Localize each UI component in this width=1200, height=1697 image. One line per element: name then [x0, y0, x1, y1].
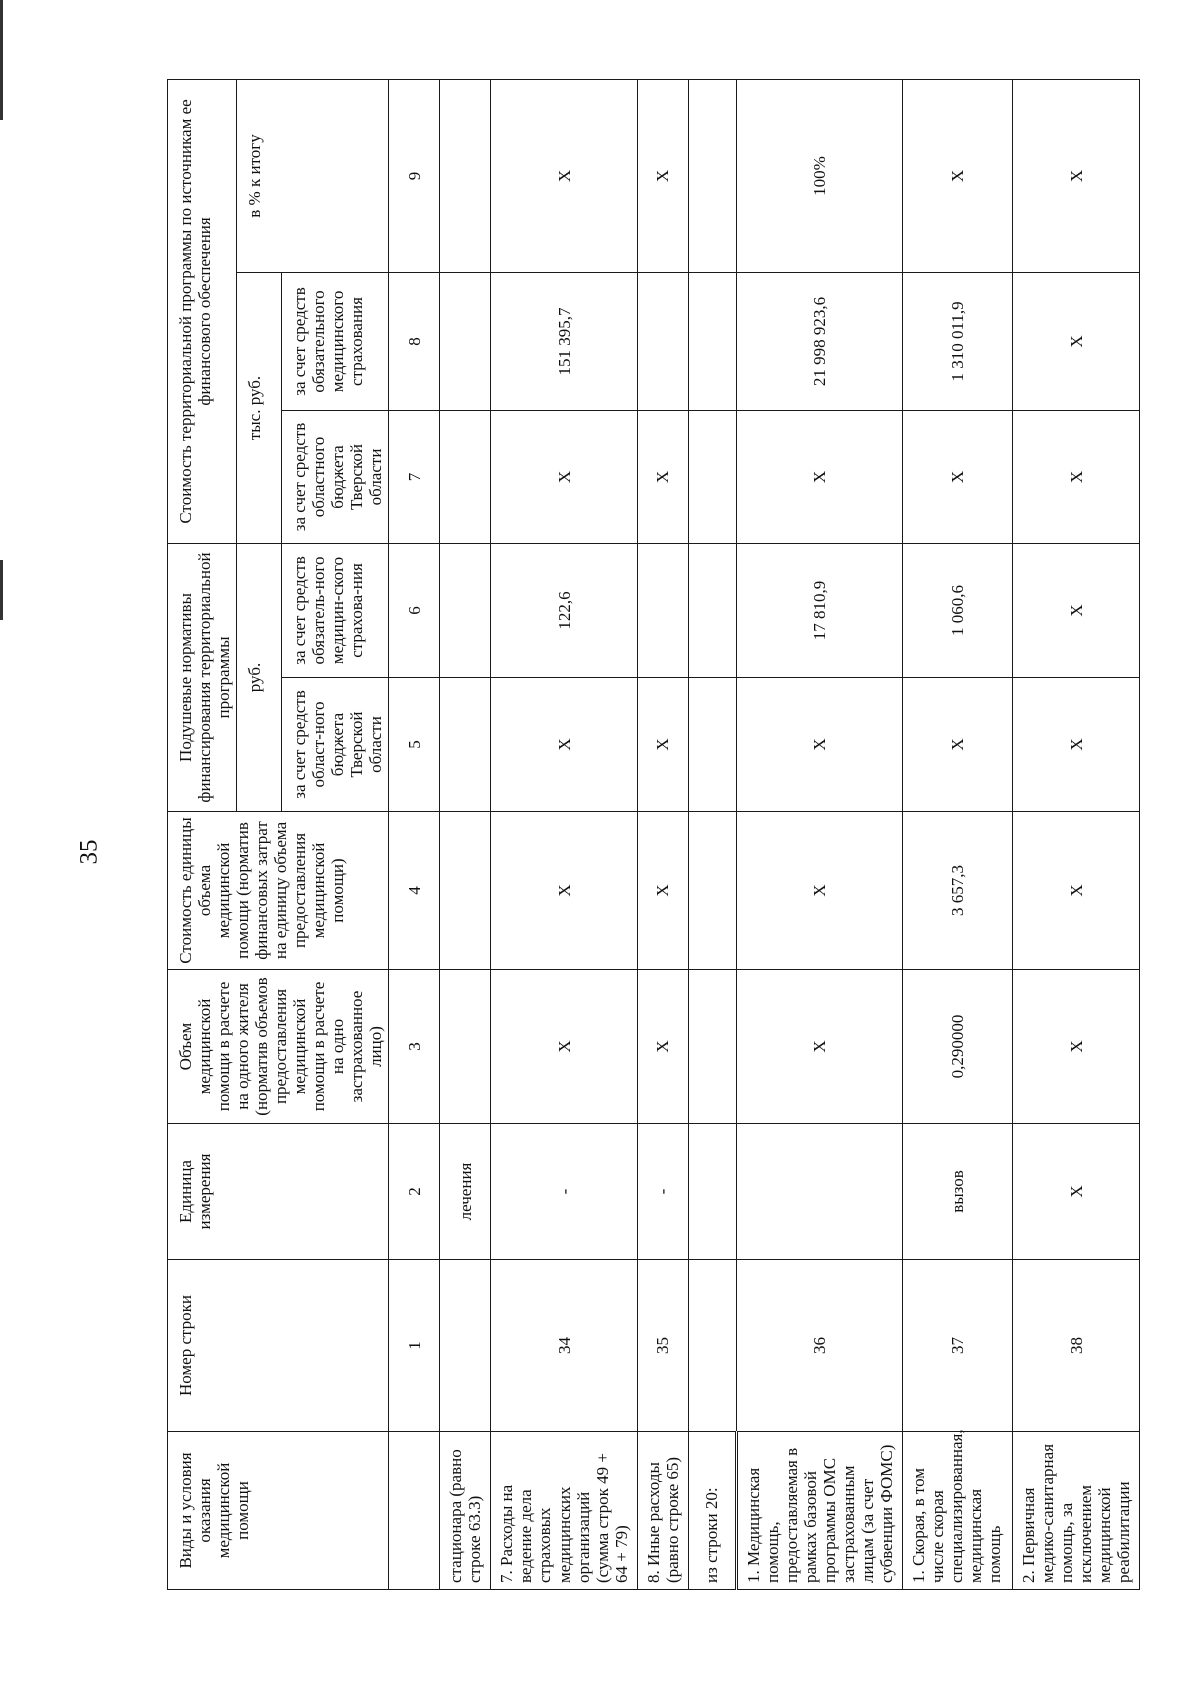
row-label: 2. Первичная медико-санитарная помощь, за исключением медицинской реабилитации: [1012, 1432, 1139, 1590]
row-total-oms: 1 310 011,9: [902, 272, 1012, 410]
table-row: [491, 79, 637, 1589]
table-row: [688, 79, 736, 1589]
row-pc-oms: [688, 543, 736, 677]
row-label: 1. Скорая, в том числе скорая специализированная, медицинская помощь: [902, 1432, 1012, 1590]
row-unit: Х: [1012, 1124, 1139, 1260]
row-label: из строки 20:: [688, 1432, 736, 1590]
header-program-oms: за счет средств обязательного медицинского страхования: [282, 272, 389, 410]
column-number: 3: [389, 970, 440, 1124]
header-unit-cost: Стоимость единицы объема медицинской помощи (норматив финансовых затрат на единицу объема предоставления медицинской помощи): [168, 812, 389, 970]
row-total-oms: [688, 272, 736, 410]
header-kind: Виды и условия оказания медицинской помощи: [168, 1432, 389, 1590]
row-cost: 3 657,3: [902, 812, 1012, 970]
row-number: 37: [902, 1260, 1012, 1432]
table-body: [440, 79, 1140, 1589]
row-percent: Х: [637, 79, 688, 272]
header-per-capita-budget: за счет средств област-ного бюджета Тверской области: [282, 678, 389, 812]
row-total-budget: Х: [902, 410, 1012, 543]
budget-table: [167, 79, 1140, 1590]
row-unit: [736, 1124, 902, 1260]
row-total-budget: Х: [491, 410, 637, 543]
row-total-budget: Х: [1012, 410, 1139, 543]
column-number: 9: [389, 79, 440, 272]
row-unit: [688, 1124, 736, 1260]
row-pc-budget: Х: [1012, 678, 1139, 812]
row-percent: Х: [1012, 79, 1139, 272]
row-pc-budget: [440, 678, 491, 812]
row-pc-oms: Х: [1012, 543, 1139, 677]
row-percent: Х: [491, 79, 637, 272]
column-number: 4: [389, 812, 440, 970]
header-per-capita-oms: за счет средств обязатель-ного медицин-ского страхова-ния: [282, 543, 389, 677]
row-unit: -: [491, 1124, 637, 1260]
header-percent-total: в % к итогу: [237, 79, 389, 272]
row-label: 8. Иные расходы (равно строке 65): [637, 1432, 688, 1590]
row-unit: вызов: [902, 1124, 1012, 1260]
row-total-budget: [688, 410, 736, 543]
header-volume: Объем медицинской помощи в расчете на одного жителя (норматив объемов предоставления медицинской помощи в расчете на одно застрахованное лицо): [168, 970, 389, 1124]
scan-edge-mark-top: [0, 0, 3, 120]
row-pc-budget: Х: [736, 678, 902, 812]
row-cost: Х: [637, 812, 688, 970]
row-percent: 100%: [736, 79, 902, 272]
row-volume: [688, 970, 736, 1124]
page-number: 35: [75, 839, 103, 865]
column-number: 6: [389, 543, 440, 677]
row-total-oms: [637, 272, 688, 410]
row-total-oms: [440, 272, 491, 410]
row-volume: Х: [1012, 970, 1139, 1124]
row-total-budget: [440, 410, 491, 543]
header-unit: Единица измерения: [168, 1124, 389, 1260]
rotated-sheet: [167, 80, 1200, 1590]
header-per-capita-unit: руб.: [237, 543, 282, 811]
column-number: 1: [389, 1260, 440, 1432]
table-row: [440, 79, 491, 1589]
column-number: [389, 1432, 440, 1590]
row-number: 34: [491, 1260, 637, 1432]
row-total-oms: 151 395,7: [491, 272, 637, 410]
row-pc-oms: 122,6: [491, 543, 637, 677]
row-pc-oms: [637, 543, 688, 677]
row-volume: Х: [637, 970, 688, 1124]
row-cost: Х: [491, 812, 637, 970]
row-volume: [440, 970, 491, 1124]
row-pc-oms: [440, 543, 491, 677]
column-number: 8: [389, 272, 440, 410]
row-volume: 0,290000: [902, 970, 1012, 1124]
table-row: [637, 79, 688, 1589]
header-program-budget: за счет средств областного бюджета Тверской области: [282, 410, 389, 543]
row-percent: [688, 79, 736, 272]
row-label: 1. Медицинская помощь, предоставляемая в рамках базовой программы ОМС застрахованным лицам (за счет субвенции ФОМС): [736, 1432, 902, 1590]
row-pc-budget: Х: [902, 678, 1012, 812]
row-total-oms: Х: [1012, 272, 1139, 410]
row-label: стационара (равно строке 63.3): [440, 1432, 491, 1590]
column-number: 5: [389, 678, 440, 812]
row-total-oms: 21 998 923,6: [736, 272, 902, 410]
row-percent: Х: [902, 79, 1012, 272]
row-total-budget: Х: [637, 410, 688, 543]
row-number: 36: [736, 1260, 902, 1432]
row-number: 35: [637, 1260, 688, 1432]
row-number: [688, 1260, 736, 1432]
row-cost: [688, 812, 736, 970]
table-row: [736, 79, 902, 1589]
table-row: [1012, 79, 1139, 1589]
header-row-number: Номер строки: [168, 1260, 389, 1432]
row-total-budget: Х: [736, 410, 902, 543]
row-volume: Х: [736, 970, 902, 1124]
header-program-cost: Стоимость территориальной программы по источникам ее финансового обеспечения: [168, 79, 237, 543]
row-pc-oms: 1 060,6: [902, 543, 1012, 677]
row-pc-oms: 17 810,9: [736, 543, 902, 677]
row-cost: [440, 812, 491, 970]
row-cost: Х: [736, 812, 902, 970]
column-number: 2: [389, 1124, 440, 1260]
row-percent: [440, 79, 491, 272]
row-unit: -: [637, 1124, 688, 1260]
row-pc-budget: [688, 678, 736, 812]
row-volume: Х: [491, 970, 637, 1124]
header-program-cost-unit: тыс. руб.: [237, 272, 282, 543]
row-label: 7. Расходы на ведение дела страховых медицинских организаций (сумма строк 49 + 64 + 79): [491, 1432, 637, 1590]
column-number: 7: [389, 410, 440, 543]
table-row: [902, 79, 1012, 1589]
scan-edge-mark-mid: [0, 560, 3, 620]
row-pc-budget: Х: [491, 678, 637, 812]
row-number: [440, 1260, 491, 1432]
row-cost: Х: [1012, 812, 1139, 970]
row-number: 38: [1012, 1260, 1139, 1432]
header-per-capita: Подушевые нормативы финансирования территориальной программы: [168, 543, 237, 811]
row-pc-budget: Х: [637, 678, 688, 812]
row-unit: лечения: [440, 1124, 491, 1260]
